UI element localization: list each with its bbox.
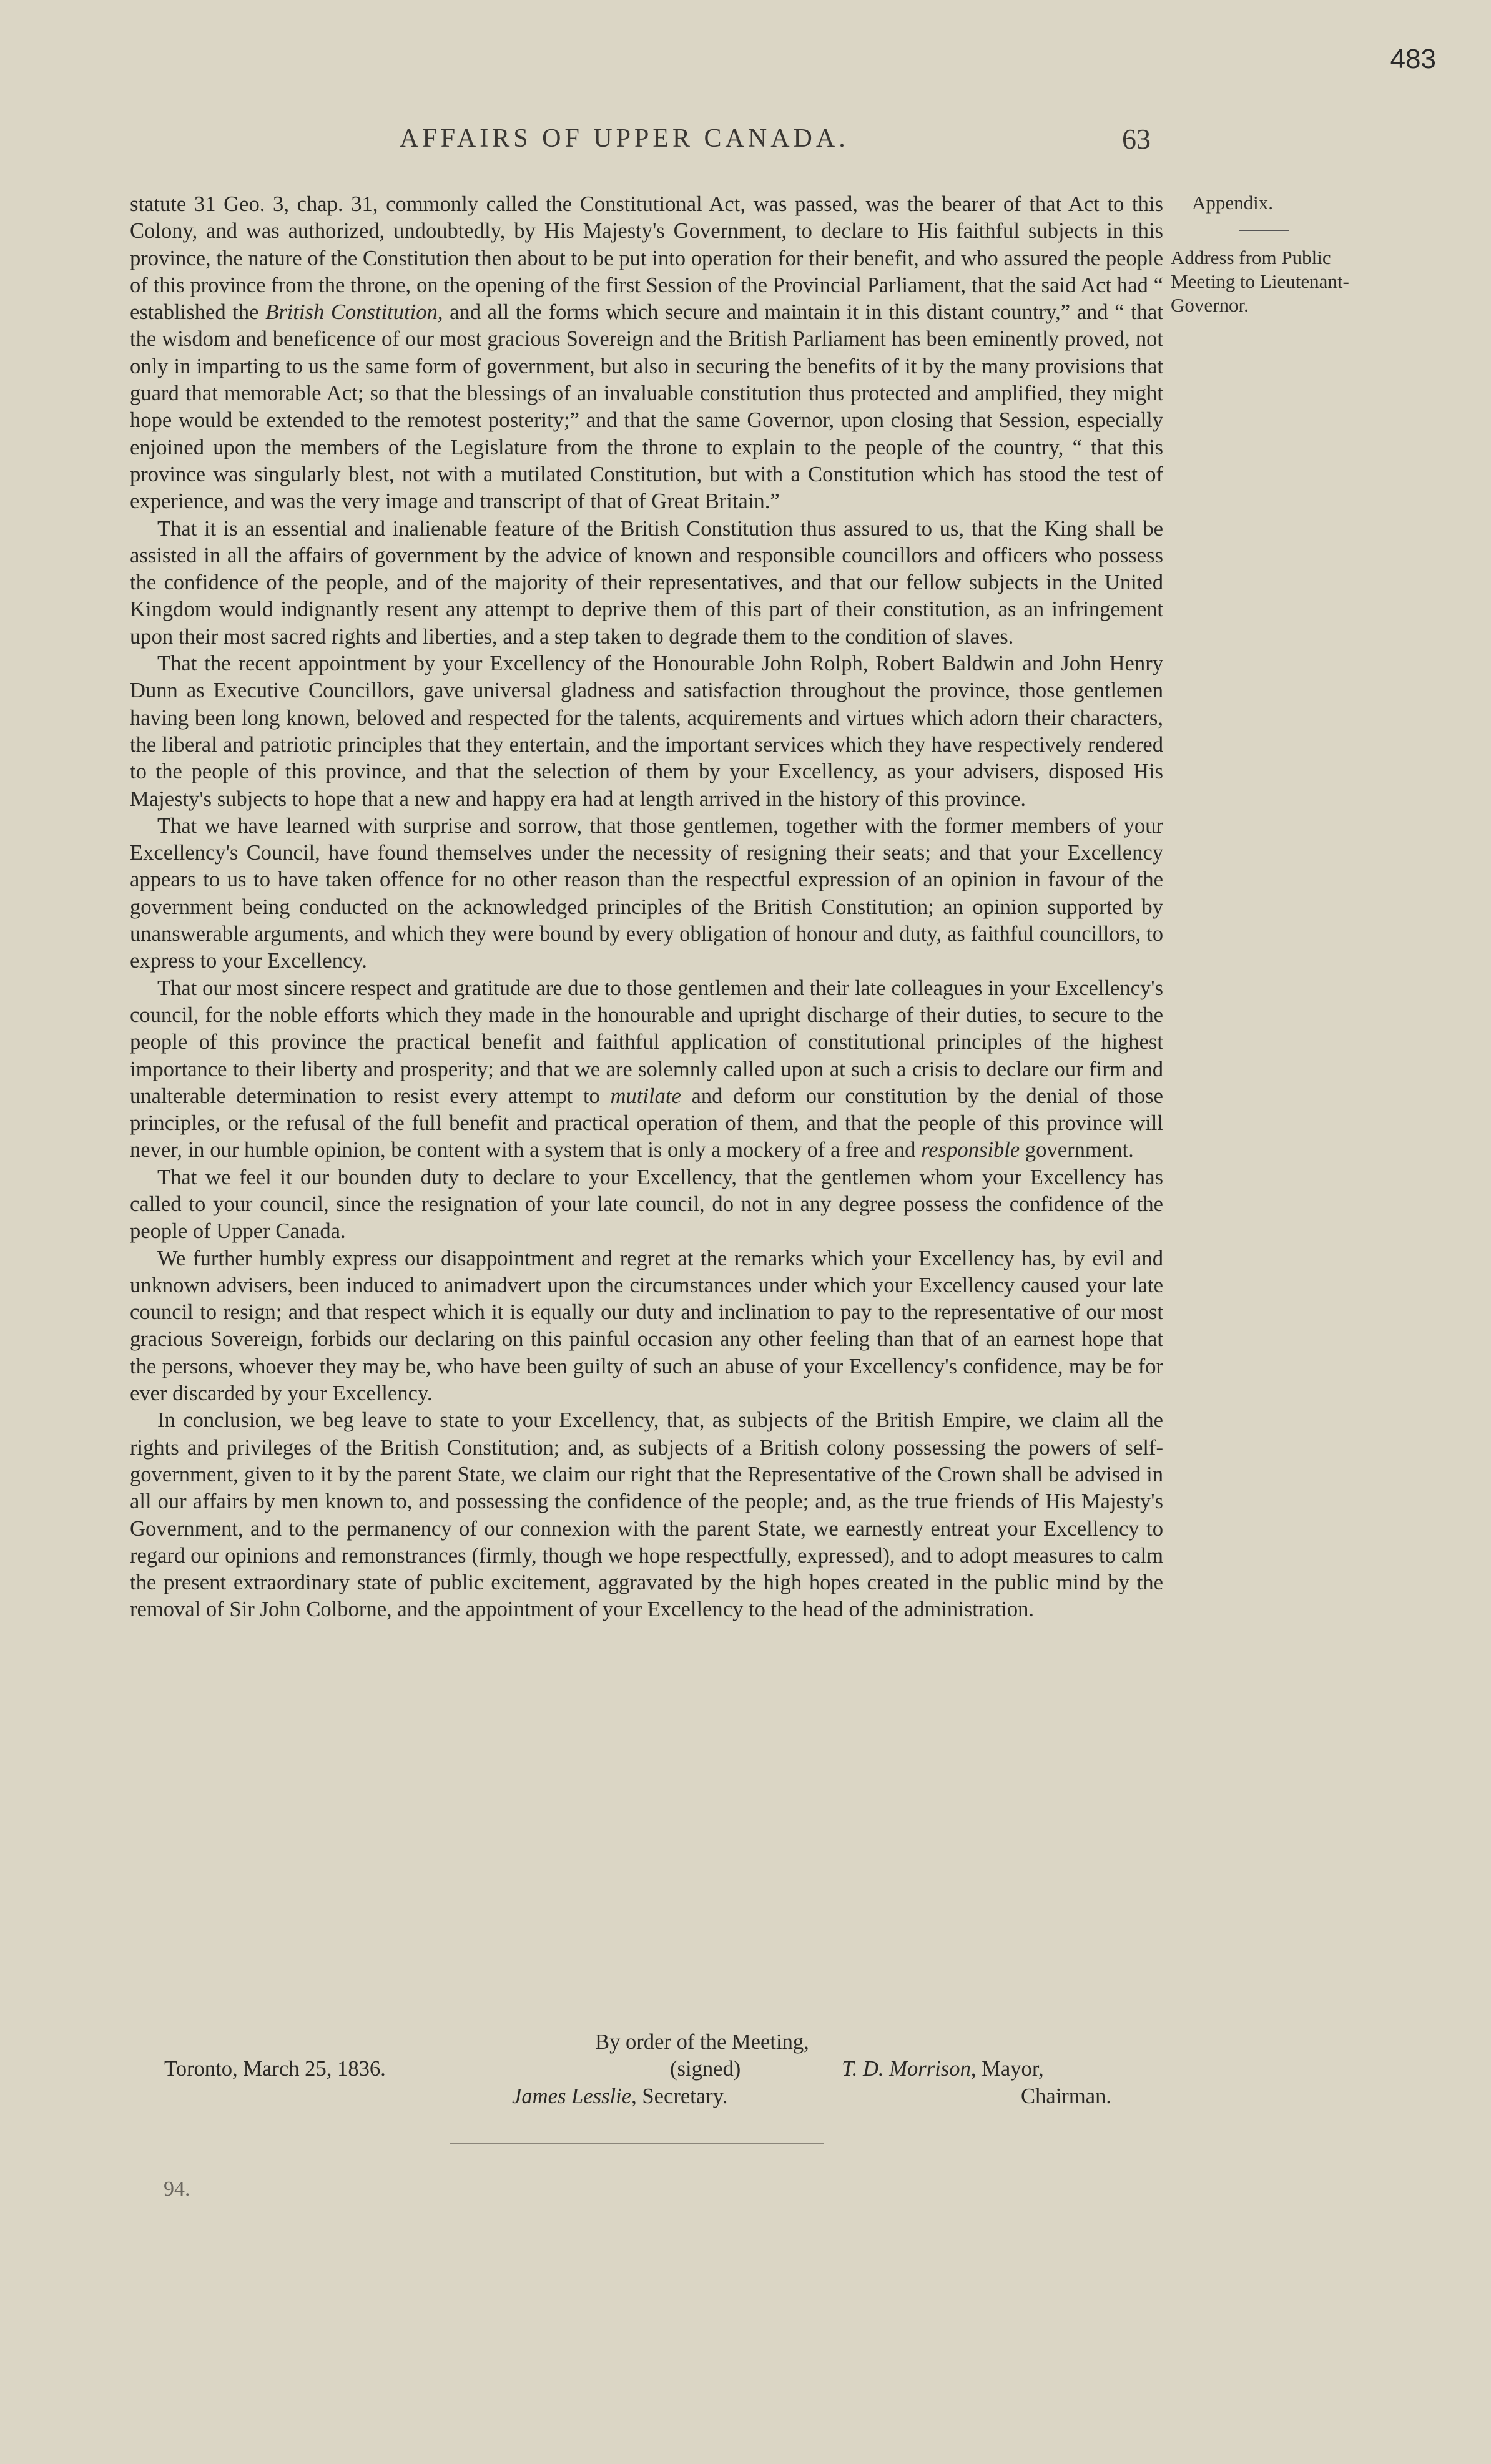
margin-note-label: Appendix. (1192, 192, 1274, 214)
mayor-signature: T. D. Morrison, Mayor, (842, 2057, 1044, 2081)
running-head: AFFAIRS OF UPPER CANADA. (400, 124, 849, 153)
paragraph-3: That the recent appointment by your Excellency of the Honourable John Rolph, Robert Baldwin and John Henry Dunn as Executive Councillors, gave universal gladness and satisfaction throughout the province, those gentlemen having been long known, beloved and respected for the talents, acquirements and virtues which adorn their characters, the liberal and patriotic principles that they entertain, and the important services which they have respectively rendered to the people of this province, and that the selection of them by your Excellency, as your advisers, disposed His Majesty's subjects to hope that a new and happy era had at length arrived in the history of this province. (130, 652, 1163, 811)
emphasis: British Constitution (265, 300, 438, 325)
paragraph-4: That we have learned with surprise and sorrow, that those gentlemen, together with the former members of your Excellency's Council, have found themselves under the necessity of resigning their seats; and that your Excellency appears to us to have taken offence for no other reason than the respectful expression of an opinion in favour of the government being conducted on the acknowledged principles of the British Constitution; an opinion supported by unanswerable arguments, and which they were bound by every obligation of honour and duty, as faithful councillors, to express to your Excellency. (130, 813, 1163, 973)
paragraph-7: We further humbly express our disappointment and regret at the remarks which your Excellency has, by evil and unknown advisers, been induced to animadvert upon the circumstances under which your Excellency caused your late council to resign; and that respect which it is equally our duty and inclination to pay to the representative of our most gracious Sovereign, forbids our declaring on this painful occasion any other feeling than that of an earnest hope that the persons, whoever they may be, who have been guilty of such an abuse of your Excellency's confidence, may be for ever discarded by your Excellency. (130, 1246, 1163, 1406)
emphasis: responsible (921, 1138, 1020, 1162)
signed-note: (signed) (670, 2057, 741, 2081)
margin-note (1171, 191, 1358, 317)
closing-rule (450, 2143, 824, 2144)
place-date: Toronto, March 25, 1836. (164, 2057, 386, 2081)
by-order-line: By order of the Meeting, (595, 2030, 809, 2054)
paragraph-6: That we feel it our bounden duty to declare to your Excellency, that the gentlemen whom your Excellency has called to your council, since the resignation of your late council, do not in any degree possess the confidence of the people of Upper Canada. (130, 1165, 1163, 1244)
paragraph-5: That our most sincere respect and gratitude are due to those gentlemen and their late colleagues in your Excellency's council, for the noble efforts which they made in the honourable and upright discharge of their duties, to secure to the people of this province the practical benefit and faithful application of constitutional principles of the highest importance to their liberty and prosperity; and that we are solemnly called upon at such a crisis to declare our firm and unalterable determination to resist every attempt to mutilate and deform our constitution by the denial of those principles, or the refusal of the full benefit and practical operation of them, and that the people of this province will never, in our humble opinion, be content with a system that is only a mockery of a free and responsible government. (130, 976, 1163, 1162)
paragraph-1: statute 31 Geo. 3, chap. 31, commonly called the Constitutional Act, was passed, was the bearer of that Act to this Colony, and was authorized, undoubtedly, by His Majesty's Government, to declare to His faithful subjects in this province, the nature of the Constitution then about to be put into operation for their benefit, and who assured the people of this province from the throne, on the opening of the first Session of the Provincial Parliament, that the said Act had “ established the British Constitution, and all the forms which secure and maintain it in this distant country,” and “ that the wisdom and beneficence of our most gracious Sovereign and the British Parliament has been eminently proved, not only in imparting to us the same form of government, but also in securing the benefits of it by the many provisions that guard that memorable Act; so that the blessings of an invaluable constitution thus protected and amplified, they might hope would be extended to the remotest posterity;” and that the same Governor, upon closing that Session, especially enjoined upon the members of the Legislature from the throne to explain to the people of the country, “ that this province was singularly blest, not with a mutilated Constitution, but with a Constitution which has stood the test of experience, and was the very image and transcript of that of Great Britain.” (130, 192, 1163, 514)
folio-number: 483 (1390, 44, 1436, 74)
secretary-signature: James Lesslie, Secretary. (512, 2084, 728, 2108)
margin-note-divider (1239, 230, 1289, 231)
chairman-title: Chairman. (1021, 2084, 1111, 2108)
page-number: 63 (1122, 123, 1151, 155)
emphasis: mutilate (610, 1084, 681, 1108)
paragraph-2: That it is an essential and inalienable feature of the British Constitution thus assured to us, that the King shall be assisted in all the affairs of government by the advice of known and responsible councillors and officers who possess the confidence of the people, and of the majority of their representatives, and that our fellow subjects in the United Kingdom would indignantly resent any attempt to deprive them of this part of their constitution, as an infringement upon their most sacred rights and liberties, and a step taken to degrade them to the condition of slaves. (130, 516, 1163, 649)
signature-mark: 94. (164, 2177, 190, 2201)
paragraph-8: In conclusion, we beg leave to state to your Excellency, that, as subjects of the British Empire, we claim all the rights and privileges of the British Constitution; and, as subjects of a British colony possessing the powers of self-government, given to it by the parent State, we claim our right that the Representative of the Crown shall be advised in all our affairs by men known to, and possessing the confidence of the people; and, as the true friends of His Majesty's Government, and to the permanency of our connexion with the parent State, we earnestly entreat your Excellency to regard our opinions and remonstrances (firmly, though we hope respectfully, expressed), and to adopt measures to calm the present extraordinary state of public excitement, aggravated by the high hopes created in the public mind by the removal of Sir John Colborne, and the appointment of your Excellency to the head of the administration. (130, 1408, 1163, 1622)
body-text (130, 191, 1163, 1624)
signature-block (130, 2029, 1163, 2110)
margin-note-title: Address from Public Meeting to Lieutenant-Governor. (1171, 247, 1349, 316)
